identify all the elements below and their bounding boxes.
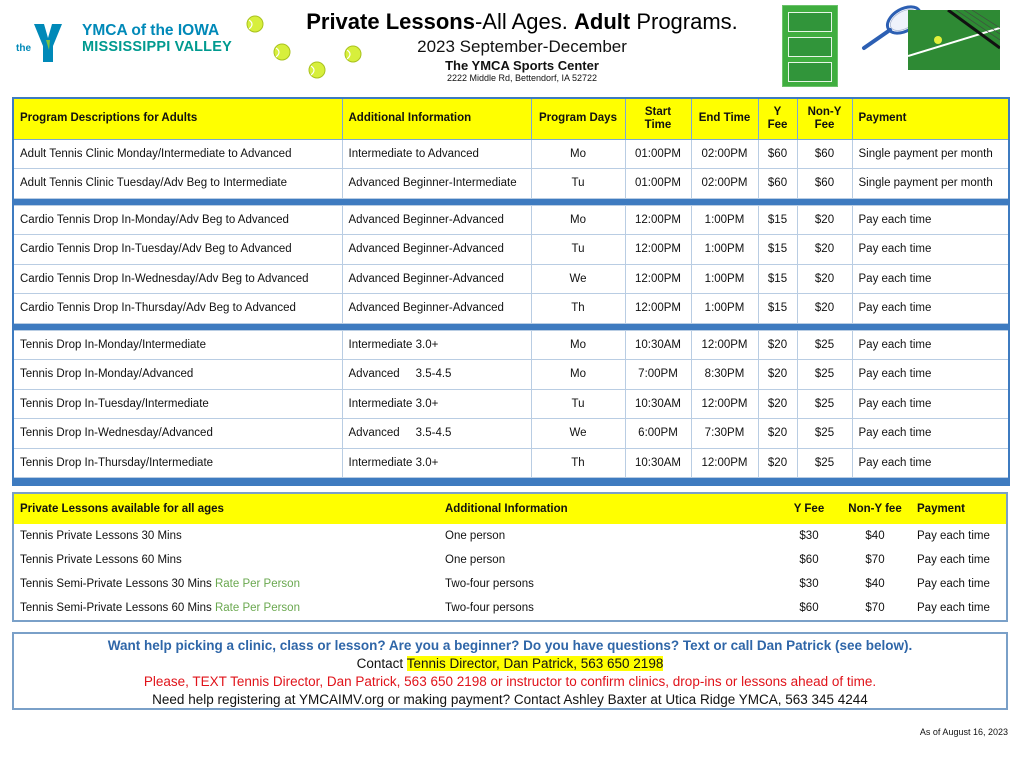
start-time: 12:00PM [625,264,691,294]
table-row [13,360,1009,390]
non-y-fee: $60 [797,139,852,169]
lesson-y-fee: $30 [799,578,819,590]
lesson-y-fee: $60 [799,602,819,614]
header-program-days: Program Days [531,98,625,139]
table-row [13,330,1009,360]
additional-info: Intermediate 3.0+ [342,389,531,419]
y-fee: $60 [758,169,797,199]
end-time: 1:00PM [691,294,758,324]
additional-info: Advanced Beginner-Advanced [342,264,531,294]
lesson-info: One person [445,554,506,566]
ymca-y-logo-icon [16,20,72,66]
end-time: 12:00PM [691,448,758,478]
y-fee: $20 [758,419,797,449]
payment: Pay each time [852,235,1009,265]
program-name: Tennis Drop In-Monday/Intermediate [13,330,342,360]
page-title: Private Lessons-All Ages. Adult Programs. [306,9,738,34]
lesson-info: One person [445,530,506,542]
private-header-y-fee: Y Fee [779,494,839,524]
as-of-date: As of August 16, 2023 [919,727,1008,737]
table-row [13,448,1009,478]
lesson-payment: Pay each time [917,554,990,566]
start-time: 7:00PM [625,360,691,390]
end-time: 8:30PM [691,360,758,390]
header-y-fee: Y Fee [758,98,797,139]
non-y-fee: $25 [797,419,852,449]
logo-the: the [16,43,31,54]
additional-info: Advanced Beginner-Intermediate [342,169,531,199]
lesson-y-fee: $60 [799,554,819,566]
non-y-fee: $20 [797,235,852,265]
end-time: 7:30PM [691,419,758,449]
lesson-title: Tennis Private Lessons 30 Mins [20,530,182,542]
program-days: Tu [531,235,625,265]
y-fee: $15 [758,235,797,265]
table-row [13,169,1009,199]
page-header [262,8,782,84]
header-payment: Payment [852,98,1009,139]
header-end-time: End Time [691,98,758,139]
program-days: Tu [531,169,625,199]
additional-info: Intermediate 3.0+ [342,448,531,478]
private-header-lessons: Private Lessons available for all ages [14,494,439,524]
non-y-fee: $25 [797,330,852,360]
adult-table-header [13,98,1009,139]
lesson-payment: Pay each time [917,578,990,590]
lesson-name [14,596,439,620]
payment: Pay each time [852,330,1009,360]
center-address: 2222 Middle Rd, Bettendorf, IA 52722 [446,73,598,83]
additional-info: Advanced Beginner-Advanced [342,205,531,235]
payment: Pay each time [852,419,1009,449]
y-fee: $20 [758,389,797,419]
text-confirm-notice: Please, TEXT Tennis Director, Dan Patrick, 563 650 2198 or instructor to confirm clinics, drop-ins or lessons ahead of time. [143,674,877,689]
program-name: Cardio Tennis Drop In-Wednesday/Adv Beg to Advanced [13,264,342,294]
lesson-name [14,548,439,572]
non-y-fee: $25 [797,389,852,419]
non-y-fee: $20 [797,205,852,235]
additional-info: Intermediate to Advanced [342,139,531,169]
header-program: Program Descriptions for Adults [13,98,342,139]
rate-per-person-note: Rate Per Person [214,578,300,590]
tennis-courts-image [782,5,838,87]
header-start-time: Start Time [625,98,691,139]
non-y-fee: $25 [797,360,852,390]
additional-info: Advanced 3.5-4.5 [342,419,531,449]
program-days: Mo [531,205,625,235]
program-name: Cardio Tennis Drop In-Thursday/Adv Beg to Advanced [13,294,342,324]
end-time: 12:00PM [691,330,758,360]
program-name: Tennis Drop In-Monday/Advanced [13,360,342,390]
logo-line1: YMCA of the IOWA [82,22,220,39]
start-time: 01:00PM [625,169,691,199]
program-name: Adult Tennis Clinic Monday/Intermediate to Advanced [13,139,342,169]
program-days: Mo [531,139,625,169]
lesson-info: Two-four persons [445,602,534,614]
start-time: 12:00PM [625,235,691,265]
registration-help-text: Need help registering at YMCAIMV.org or making payment? Contact Ashley Baxter at Utica Ridge YMCA, 563 345 4244 [152,692,868,707]
program-days: Mo [531,360,625,390]
y-fee: $15 [758,264,797,294]
table-row [13,264,1009,294]
lesson-y-fee: $30 [799,530,819,542]
list-item [14,596,1006,620]
program-name: Tennis Drop In-Tuesday/Intermediate [13,389,342,419]
payment: Pay each time [852,294,1009,324]
lesson-non-y-fee: $40 [865,578,885,590]
additional-info: Intermediate 3.0+ [342,330,531,360]
center-name: The YMCA Sports Center [445,58,599,73]
end-time: 1:00PM [691,235,758,265]
program-name: Tennis Drop In-Thursday/Intermediate [13,448,342,478]
program-name: Adult Tennis Clinic Tuesday/Adv Beg to Intermediate [13,169,342,199]
program-days: Th [531,448,625,478]
start-time: 10:30AM [625,448,691,478]
y-fee: $20 [758,448,797,478]
payment: Pay each time [852,360,1009,390]
end-time: 1:00PM [691,264,758,294]
logo-wordmark [82,22,232,56]
logo-line2: MISSISSIPPI VALLEY [82,39,232,55]
program-days: Mo [531,330,625,360]
start-time: 10:30AM [625,330,691,360]
start-time: 12:00PM [625,294,691,324]
program-name: Cardio Tennis Drop In-Tuesday/Adv Beg to Advanced [13,235,342,265]
non-y-fee: $20 [797,294,852,324]
non-y-fee: $20 [797,264,852,294]
private-table-header [14,494,1006,524]
group-separator [13,198,1009,205]
non-y-fee: $60 [797,169,852,199]
contact-line: Contact Tennis Director, Dan Patrick, 563 650 2198 [356,656,664,671]
group-separator [13,478,1009,485]
y-fee: $60 [758,139,797,169]
y-fee: $20 [758,330,797,360]
lesson-title: Tennis Semi-Private Lessons 60 Mins [20,602,215,614]
lesson-title: Tennis Private Lessons 60 Mins [20,554,182,566]
program-days: Th [531,294,625,324]
table-row [13,294,1009,324]
page-subtitle: 2023 September-December [417,37,627,56]
program-name: Tennis Drop In-Wednesday/Advanced [13,419,342,449]
payment: Single payment per month [852,169,1009,199]
tennis-ball-icon [934,36,942,44]
end-time: 02:00PM [691,169,758,199]
lesson-info: Two-four persons [445,578,534,590]
list-item [14,524,1006,548]
program-name: Cardio Tennis Drop In-Monday/Adv Beg to Advanced [13,205,342,235]
start-time: 12:00PM [625,205,691,235]
payment: Single payment per month [852,139,1009,169]
lesson-name [14,524,439,548]
lesson-payment: Pay each time [917,530,990,542]
y-fee: $20 [758,360,797,390]
payment: Pay each time [852,448,1009,478]
end-time: 12:00PM [691,389,758,419]
table-row [13,235,1009,265]
tennis-court-photo [908,10,1000,70]
group-separator [13,323,1009,330]
payment: Pay each time [852,264,1009,294]
table-row [13,205,1009,235]
payment: Pay each time [852,389,1009,419]
payment: Pay each time [852,205,1009,235]
end-time: 02:00PM [691,139,758,169]
y-fee: $15 [758,205,797,235]
private-lessons-section [12,492,1008,622]
program-days: We [531,419,625,449]
program-days: Tu [531,389,625,419]
lesson-payment: Pay each time [917,602,990,614]
lesson-non-y-fee: $70 [865,554,885,566]
additional-info: Advanced 3.5-4.5 [342,360,531,390]
tennis-director-contact: Tennis Director, Dan Patrick, 563 650 2198 [406,656,664,671]
private-header-info: Additional Information [439,494,779,524]
lesson-non-y-fee: $40 [865,530,885,542]
private-header-non-y-fee: Non-Y fee [839,494,911,524]
non-y-fee: $25 [797,448,852,478]
lesson-non-y-fee: $70 [865,602,885,614]
lesson-title: Tennis Semi-Private Lessons 30 Mins [20,578,215,590]
rate-per-person-note: Rate Per Person [214,602,300,614]
end-time: 1:00PM [691,205,758,235]
program-days: We [531,264,625,294]
ymca-logo [16,20,246,66]
list-item [14,572,1006,596]
help-question-text: Want help picking a clinic, class or lesson? Are you a beginner? Do you have questions? Text or call Dan Patrick (see below). [107,638,913,653]
table-row [13,389,1009,419]
adult-programs-table [12,97,1010,486]
table-row [13,139,1009,169]
additional-info: Advanced Beginner-Advanced [342,294,531,324]
header-non-y-fee: Non-Y Fee [797,98,852,139]
private-lessons-table [14,494,1006,620]
start-time: 01:00PM [625,139,691,169]
y-fee: $15 [758,294,797,324]
start-time: 10:30AM [625,389,691,419]
list-item [14,548,1006,572]
additional-info: Advanced Beginner-Advanced [342,235,531,265]
contact-info-box [12,632,1008,710]
start-time: 6:00PM [625,419,691,449]
table-row [13,419,1009,449]
private-header-payment: Payment [911,494,1006,524]
lesson-name [14,572,439,596]
header-additional-info: Additional Information [342,98,531,139]
